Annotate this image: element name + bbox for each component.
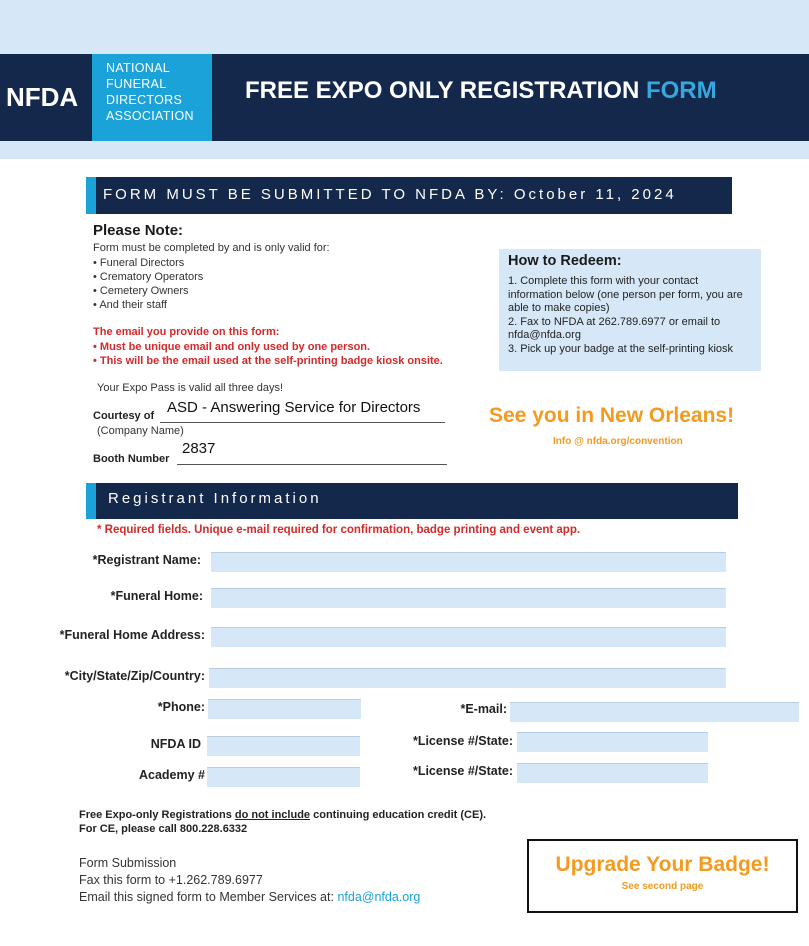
list-item: • Funeral Directors — [93, 256, 203, 270]
assoc-line: DIRECTORS — [106, 93, 183, 107]
see-you-text: See you in New Orleans! — [489, 404, 735, 427]
booth-value[interactable]: 2837 — [182, 440, 216, 457]
title-accent: FORM — [645, 77, 717, 104]
funeral-home-label: *Funeral Home: — [110, 589, 203, 603]
redeem-step: 3. Pick up your badge at the self-printing kiosk — [508, 342, 734, 355]
note-intro: Form must be completed by and is only valid for: — [93, 242, 330, 254]
email-input[interactable] — [510, 702, 799, 722]
registrant-name-input[interactable] — [211, 552, 726, 572]
list-item: • Cemetery Owners — [93, 284, 203, 298]
deadline-banner — [86, 177, 732, 214]
submission-title: Form Submission — [79, 856, 177, 870]
sub-band — [0, 141, 809, 159]
registrant-section-banner — [86, 483, 738, 519]
courtesy-label: Courtesy of — [93, 410, 155, 422]
academy-input[interactable] — [207, 767, 360, 787]
ce-suffix: continuing education credit (CE). — [310, 809, 487, 821]
info-link[interactable]: Info @ nfda.org/convention — [553, 436, 683, 447]
nfda-logo-text: NFDA — [6, 82, 79, 112]
ce-phone: For CE, please call 800.228.6332 — [79, 823, 248, 835]
license-state-input-1[interactable] — [517, 732, 708, 752]
redeem-step: 1. Complete this form with your contact information below (one person per form, you are able to make copies) — [508, 275, 743, 314]
license-state-label-2: *License #/State: — [412, 764, 513, 778]
courtesy-underline — [160, 422, 445, 423]
deadline-text: FORM MUST BE SUBMITTED TO NFDA BY: October 11, 2024 — [103, 186, 677, 203]
list-item: • Crematory Operators — [93, 270, 203, 284]
redeem-box — [499, 249, 761, 371]
required-note: * Required fields. Unique e-mail required for confirmation, badge printing and event app. — [97, 524, 581, 536]
courtesy-value[interactable]: ASD - Answering Service for Directors — [167, 399, 421, 416]
submission-email-line — [79, 890, 420, 904]
ce-notice — [79, 809, 486, 821]
redeem-step: 2. Fax to NFDA at 262.789.6977 or email to nfda@nfda.org — [508, 315, 721, 341]
title-main: FREE EXPO ONLY REGISTRATION — [245, 77, 646, 104]
academy-label: Academy # — [138, 768, 205, 782]
upgrade-subtitle: See second page — [621, 881, 704, 892]
license-state-input-2[interactable] — [517, 763, 708, 783]
page-title — [245, 77, 717, 105]
city-state-zip-input[interactable] — [209, 668, 726, 688]
ce-underlined: do not include — [234, 809, 311, 821]
top-band — [0, 0, 809, 54]
registrant-tab — [86, 483, 96, 519]
assoc-line: NATIONAL — [106, 61, 170, 75]
email-label: *E-mail: — [460, 702, 507, 716]
valid-note: Your Expo Pass is valid all three days! — [97, 382, 284, 394]
submission-email-prefix: Email this signed form to Member Services at: — [79, 890, 338, 904]
ce-prefix: Free Expo-only Registrations — [79, 809, 235, 821]
booth-label: Booth Number — [93, 453, 170, 465]
funeral-home-input[interactable] — [211, 588, 726, 608]
assoc-line: ASSOCIATION — [106, 109, 194, 123]
registrant-section-title: Registrant Information — [108, 490, 322, 507]
email-rule: • This will be the email used at the self-printing badge kiosk onsite. — [93, 354, 443, 368]
email-rules-heading: The email you provide on this form: — [93, 326, 280, 338]
nfda-id-label: NFDA ID — [150, 737, 201, 751]
note-title: Please Note: — [93, 222, 184, 239]
phone-label: *Phone: — [157, 700, 205, 714]
email-rule: • Must be unique email and only used by one person. — [93, 340, 443, 354]
association-name-block — [92, 54, 212, 141]
license-state-label-1: *License #/State: — [412, 734, 513, 748]
email-link[interactable]: nfda@nfda.org — [337, 890, 421, 904]
funeral-home-address-input[interactable] — [211, 627, 726, 647]
phone-input[interactable] — [208, 699, 361, 719]
registrant-name-label: *Registrant Name: — [92, 553, 201, 567]
assoc-line: FUNERAL — [106, 77, 167, 91]
submission-fax: Fax this form to +1.262.789.6977 — [79, 873, 263, 887]
funeral-home-address-label: *Funeral Home Address: — [59, 628, 205, 642]
eligibility-list — [93, 256, 203, 312]
upgrade-badge-box — [527, 839, 798, 913]
deadline-tab — [86, 177, 96, 214]
list-item: • And their staff — [93, 298, 203, 312]
booth-underline — [177, 464, 447, 465]
nfda-id-input[interactable] — [207, 736, 360, 756]
upgrade-title: Upgrade Your Badge! — [555, 853, 770, 876]
city-state-zip-label: *City/State/Zip/Country: — [64, 669, 205, 683]
company-label: (Company Name) — [97, 425, 184, 437]
email-rules — [93, 340, 443, 368]
redeem-title: How to Redeem: — [508, 253, 622, 269]
